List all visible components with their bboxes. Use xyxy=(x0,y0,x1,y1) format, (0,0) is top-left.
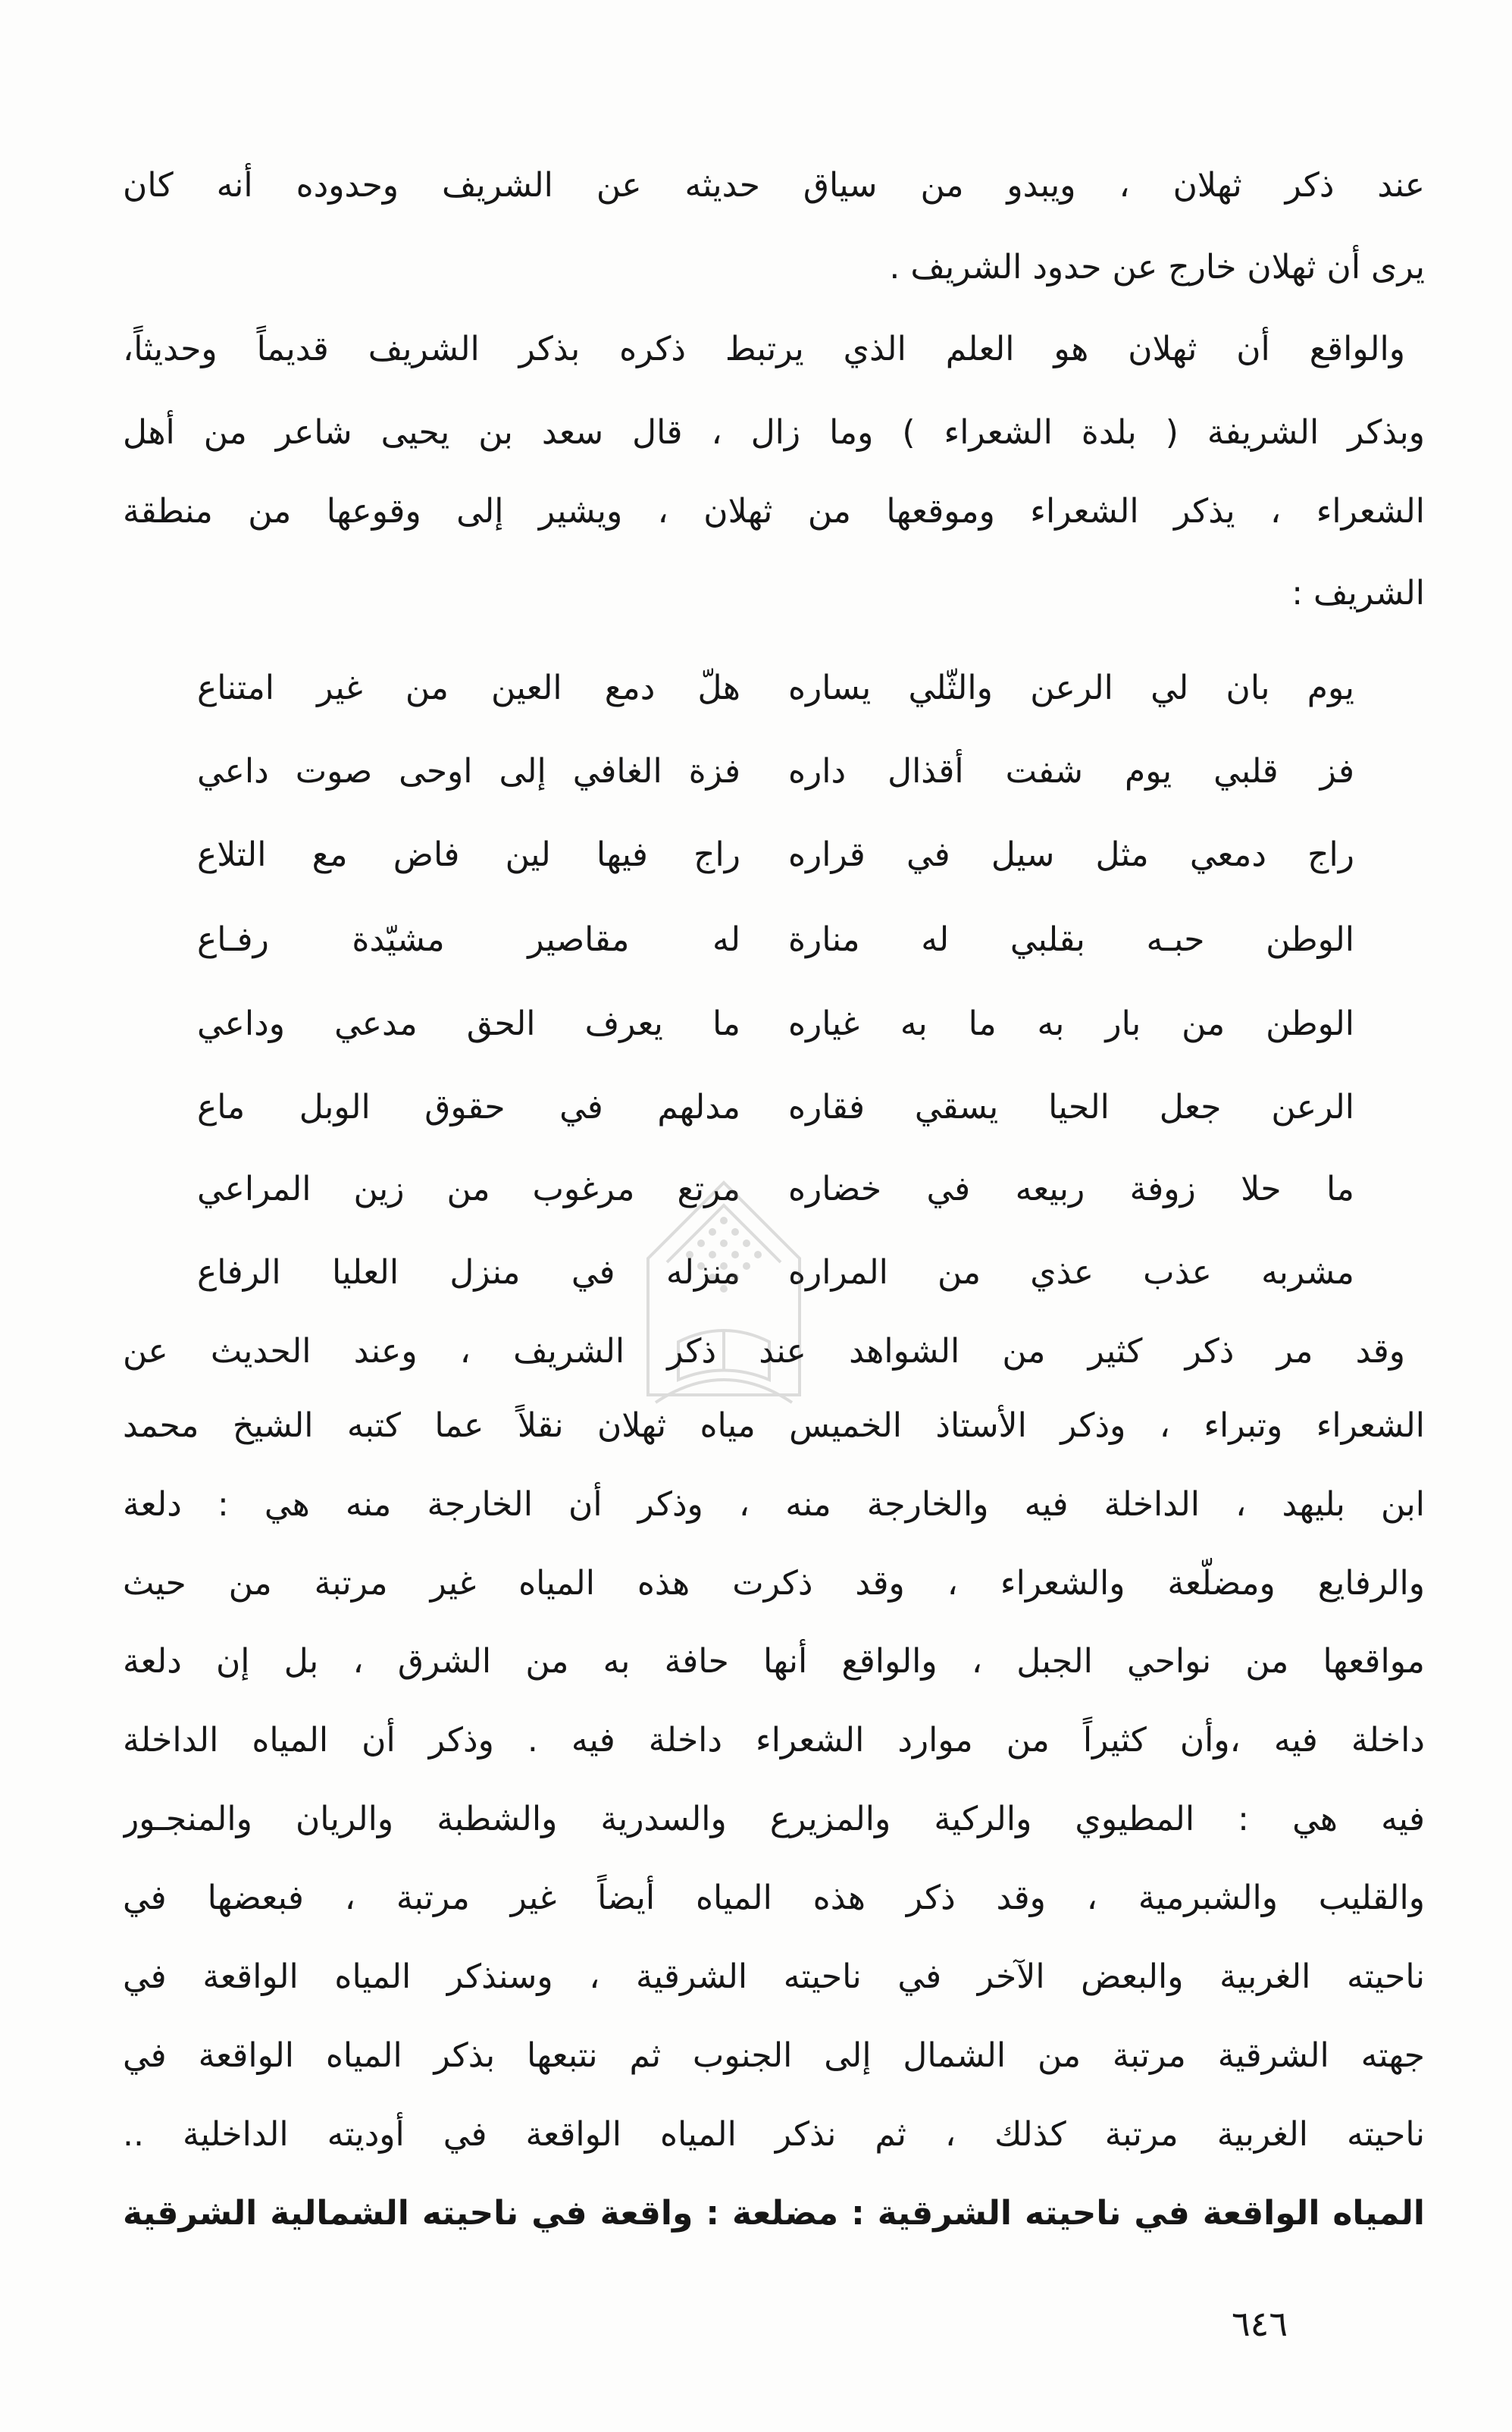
poem-verse xyxy=(0,1152,1512,1227)
poem-verse xyxy=(0,1235,1512,1311)
paragraph-3-line-1: وقد مر ذكر كثير من الشواهد عند ذكر الشريف ، وعند الحديث عن xyxy=(123,1332,1405,1371)
verse-second-hemistich: هلّ دمع العين من غير امتناع xyxy=(197,669,740,707)
poem-verse xyxy=(0,1070,1512,1145)
verse-first-hemistich: يوم بان لي الرعن والثّلي يساره xyxy=(788,669,1354,707)
paragraph-3-line-2: الشعراء وتبراء ، وذكر الأستاذ الخميس مياه ثهلان نقلاً عما كتبه الشيخ محمد xyxy=(123,1406,1425,1445)
verse-second-hemistich: ما يعرف الحق مدعي وداعي xyxy=(197,1004,740,1043)
paragraph-3-line-9: ناحيته الغربية والبعض الآخر في ناحيته الشرقية ، وسنذكر المياه الواقعة في xyxy=(123,1957,1425,1996)
verse-first-hemistich: الوطن من بار به ما به غياره xyxy=(788,1004,1354,1043)
paragraph-3-line-10: جهته الشرقية مرتبة من الشمال إلى الجنوب ثم نتبعها بذكر المياه الواقعة في xyxy=(123,2036,1425,2075)
paragraph-1-line-2: يرى أن ثهلان خارج عن حدود الشريف . xyxy=(889,248,1425,287)
paragraph-3-line-11: ناحيته الغربية مرتبة كذلك ، ثم نذكر المياه الواقعة في أوديته الداخلية .. xyxy=(123,2115,1425,2154)
paragraph-2-line-1: والواقع أن ثهلان هو العلم الذي يرتبط ذكره بذكر الشريف قديماً وحديثاً، xyxy=(123,330,1405,368)
paragraph-2-line-2: وبذكر الشريفة ( بلدة الشعراء ) وما زال ، قال سعد بن يحيى شاعر من أهل xyxy=(123,413,1425,452)
verse-second-hemistich: فزة الغافي إلى اوحى صوت داعي xyxy=(197,752,740,791)
verse-second-hemistich: منزله في منزل العليا الرفاع xyxy=(197,1253,740,1292)
verse-second-hemistich: راج فيها لين فاض مع التلاع xyxy=(197,835,740,874)
verse-second-hemistich: مدلهم في حقوق الوبل ماع xyxy=(197,1088,740,1127)
poem-verse xyxy=(0,734,1512,810)
poem-verse xyxy=(0,817,1512,893)
poem-verse xyxy=(0,986,1512,1062)
verse-first-hemistich: الوطن حبـه بقلبي له منارة xyxy=(788,920,1354,959)
verse-first-hemistich: ما حلا زوفة ربيعه في خضاره xyxy=(788,1170,1354,1208)
poem-verse xyxy=(0,902,1512,978)
verse-second-hemistich: له مقاصير مشيّدة رفـاع xyxy=(197,920,740,959)
paragraph-3-line-5: مواقعها من نواحي الجبل ، والواقع أنها حافة به من الشرق ، بل إن دلعة xyxy=(123,1642,1425,1681)
verse-first-hemistich: الرعن جعل الحيا يسقي فقاره xyxy=(788,1088,1354,1127)
section-heading-line: المياه الواقعة في ناحيته الشرقية : مضلعة : واقعة في ناحيته الشمالية الشرقية xyxy=(123,2194,1425,2233)
paragraph-3-line-3: ابن بليهد ، الداخلة فيه والخارجة منه ، وذكر أن الخارجة منه هي : دلعة xyxy=(123,1485,1425,1524)
paragraph-3-line-6: داخلة فيه ،وأن كثيراً من موارد الشعراء داخلة فيه . وذكر أن المياه الداخلة xyxy=(123,1721,1425,1760)
page-number: ٦٤٦ xyxy=(1231,2303,1288,2344)
verse-first-hemistich: مشربه عذب عذي من المراره xyxy=(788,1253,1354,1292)
poem-verse xyxy=(0,650,1512,726)
paragraph-1-line-1: عند ذكر ثهلان ، ويبدو من سياق حديثه عن الشريف وحدوده أنه كان xyxy=(123,166,1425,205)
verse-first-hemistich: راج دمعي مثل سيل في قراره xyxy=(788,835,1354,874)
verse-first-hemistich: فز قلبي يوم شفت أقذال داره xyxy=(788,752,1354,791)
paragraph-3-line-4: والرفايع ومضلّعة والشعراء ، وقد ذكرت هذه المياه غير مرتبة من حيث xyxy=(123,1564,1425,1603)
paragraph-3-line-7: فيه هي : المطيوي والركية والمزيرع والسدرية والشطبة والريان والمنجـور xyxy=(123,1800,1425,1838)
paragraph-2-line-4: الشريف : xyxy=(1291,574,1425,613)
verse-second-hemistich: مرتع مرغوب من زين المراعي xyxy=(197,1170,740,1208)
paragraph-3-line-8: والقليب والشبرمية ، وقد ذكر هذه المياه أيضاً غير مرتبة ، فبعضها في xyxy=(123,1879,1425,1917)
paragraph-2-line-3: الشعراء ، يذكر الشعراء وموقعها من ثهلان ، ويشير إلى وقوعها من منطقة xyxy=(123,492,1425,531)
